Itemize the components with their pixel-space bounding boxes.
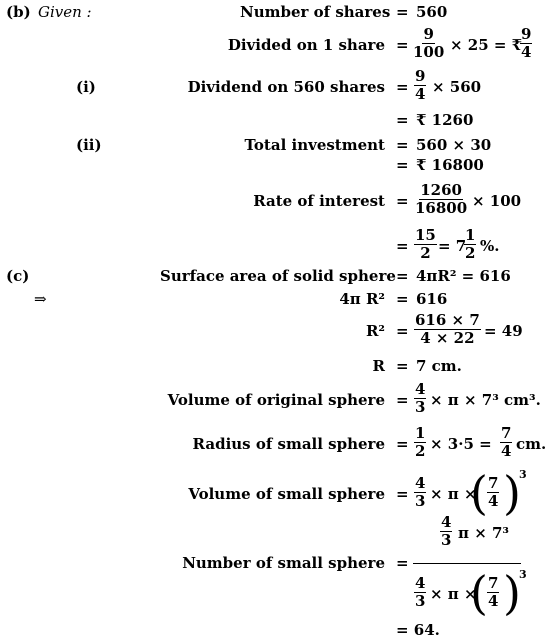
numerator: 1 xyxy=(415,424,426,442)
rate2-mid: = 7 xyxy=(438,237,467,255)
numerator: 9 xyxy=(423,25,434,43)
roman-i-label: (i) xyxy=(76,78,96,96)
exponent: 3 xyxy=(519,568,527,581)
denominator: 3 xyxy=(415,492,426,510)
investment-result: ₹ 16800 xyxy=(416,156,484,174)
fraction-9-over-4 xyxy=(414,68,426,103)
implies-arrow: ⇒ xyxy=(34,290,47,308)
r-squared-tail: = 49 xyxy=(484,322,523,340)
number-small-label: Number of small sphere xyxy=(182,554,385,572)
radius-small-tail: cm. xyxy=(516,435,546,453)
equals-sign: = xyxy=(396,237,409,255)
investment-label: Total investment xyxy=(244,136,385,154)
rate-tail: × 100 xyxy=(472,192,522,210)
fraction-9-over-4 xyxy=(520,26,532,61)
numerator: 7 xyxy=(501,424,512,442)
numerator: 7 xyxy=(488,574,499,592)
dividend-one-mid: × 25 = ₹ xyxy=(450,36,523,54)
numerator: 7 xyxy=(488,474,499,492)
volume-small-label: Volume of small sphere xyxy=(188,485,385,503)
surface-area-label: Surface area of solid sphere xyxy=(160,267,396,285)
denominator: 2 xyxy=(415,442,426,460)
eq1-label: 4π R² xyxy=(339,290,385,308)
equals-sign: = xyxy=(396,78,409,96)
equals-sign: = xyxy=(396,156,409,174)
final-answer: = 64. xyxy=(396,621,440,639)
equals-sign: = xyxy=(396,391,409,409)
number-small-top-tail: π × 7³ xyxy=(458,524,509,542)
fraction-4-over-3 xyxy=(414,381,426,416)
part-c-label: (c) xyxy=(6,267,30,285)
r-value: 7 cm. xyxy=(416,357,462,375)
equals-sign: = xyxy=(396,36,409,54)
denominator: 4 xyxy=(501,442,512,460)
denominator: 100 xyxy=(413,43,445,61)
numerator: 4 xyxy=(415,574,426,592)
numerator: 616 × 7 xyxy=(415,311,480,329)
r-squared-label: R² xyxy=(365,322,385,340)
rate-label: Rate of interest xyxy=(253,192,385,210)
part-b-label: (b) xyxy=(6,3,31,21)
volume-original-label: Volume of original sphere xyxy=(167,391,385,409)
numerator: 9 xyxy=(415,67,426,85)
shares-value: 560 xyxy=(416,3,448,21)
rate2-tail: %. xyxy=(480,237,500,255)
numerator: 15 xyxy=(415,226,436,244)
denominator: 4 xyxy=(521,43,532,61)
exponent: 3 xyxy=(519,468,527,481)
denominator: 4 xyxy=(415,85,426,103)
equals-sign: = xyxy=(396,485,409,503)
numerator: 1 xyxy=(465,226,476,244)
left-paren: ( xyxy=(470,566,488,620)
fraction-1260-over-16800 xyxy=(414,182,468,217)
numerator: 1260 xyxy=(420,181,462,199)
right-paren: ) xyxy=(503,466,521,520)
fraction-4-over-3 xyxy=(440,514,452,549)
dividend-one-label: Divided on 1 share xyxy=(227,36,385,54)
numerator: 4 xyxy=(415,380,426,398)
fraction-1-over-2 xyxy=(464,227,476,262)
equals-sign: = xyxy=(396,554,409,572)
equals-sign: = xyxy=(396,322,409,340)
number-small-bot-mid: × π × xyxy=(430,585,477,603)
denominator: 3 xyxy=(415,398,426,416)
denominator: 2 xyxy=(420,244,431,262)
fraction-7-over-4 xyxy=(487,575,499,610)
equals-sign: = xyxy=(396,3,409,21)
equals-sign: = xyxy=(396,435,409,453)
fraction-4-over-3 xyxy=(414,575,426,610)
given-label: Given : xyxy=(38,3,92,21)
main-fraction-bar xyxy=(413,563,521,564)
fraction-7-over-4 xyxy=(500,425,512,460)
equals-sign: = xyxy=(396,192,409,210)
equals-sign: = xyxy=(396,267,409,285)
eq1-value: 616 xyxy=(416,290,448,308)
volume-small-mid: × π × xyxy=(430,485,477,503)
r-label: R xyxy=(372,357,385,375)
numerator: 4 xyxy=(441,513,452,531)
roman-ii-label: (ii) xyxy=(76,136,102,154)
fraction-616x7-over-4x22 xyxy=(414,312,481,347)
surface-area-value: 4πR² = 616 xyxy=(416,267,511,285)
dividend-560-label: Dividend on 560 shares xyxy=(187,78,385,96)
denominator: 4 × 22 xyxy=(420,329,475,347)
left-paren: ( xyxy=(470,466,488,520)
radius-small-label: Radius of small sphere xyxy=(192,435,385,453)
fraction-9-over-100 xyxy=(412,26,445,61)
fraction-7-over-4 xyxy=(487,475,499,510)
right-paren: ) xyxy=(503,566,521,620)
dividend-560-result: ₹ 1260 xyxy=(416,111,474,129)
numerator: 4 xyxy=(415,474,426,492)
fraction-4-over-3 xyxy=(414,475,426,510)
denominator: 16800 xyxy=(415,199,468,217)
denominator: 4 xyxy=(488,492,499,510)
equals-sign: = xyxy=(396,136,409,154)
equals-sign: = xyxy=(396,357,409,375)
shares-label: Number of shares xyxy=(240,3,391,21)
fraction-15-over-2 xyxy=(414,227,437,262)
dividend-560-tail: × 560 xyxy=(432,78,482,96)
denominator: 3 xyxy=(415,592,426,610)
investment-value: 560 × 30 xyxy=(416,136,492,154)
numerator: 9 xyxy=(521,25,532,43)
denominator: 3 xyxy=(441,531,452,549)
denominator: 2 xyxy=(465,244,476,262)
equals-sign: = xyxy=(396,111,409,129)
denominator: 4 xyxy=(488,592,499,610)
equals-sign: = xyxy=(396,290,409,308)
radius-small-mid: × 3·5 = xyxy=(430,435,492,453)
fraction-1-over-2 xyxy=(414,425,426,460)
volume-original-tail: × π × 7³ cm³. xyxy=(430,391,541,409)
